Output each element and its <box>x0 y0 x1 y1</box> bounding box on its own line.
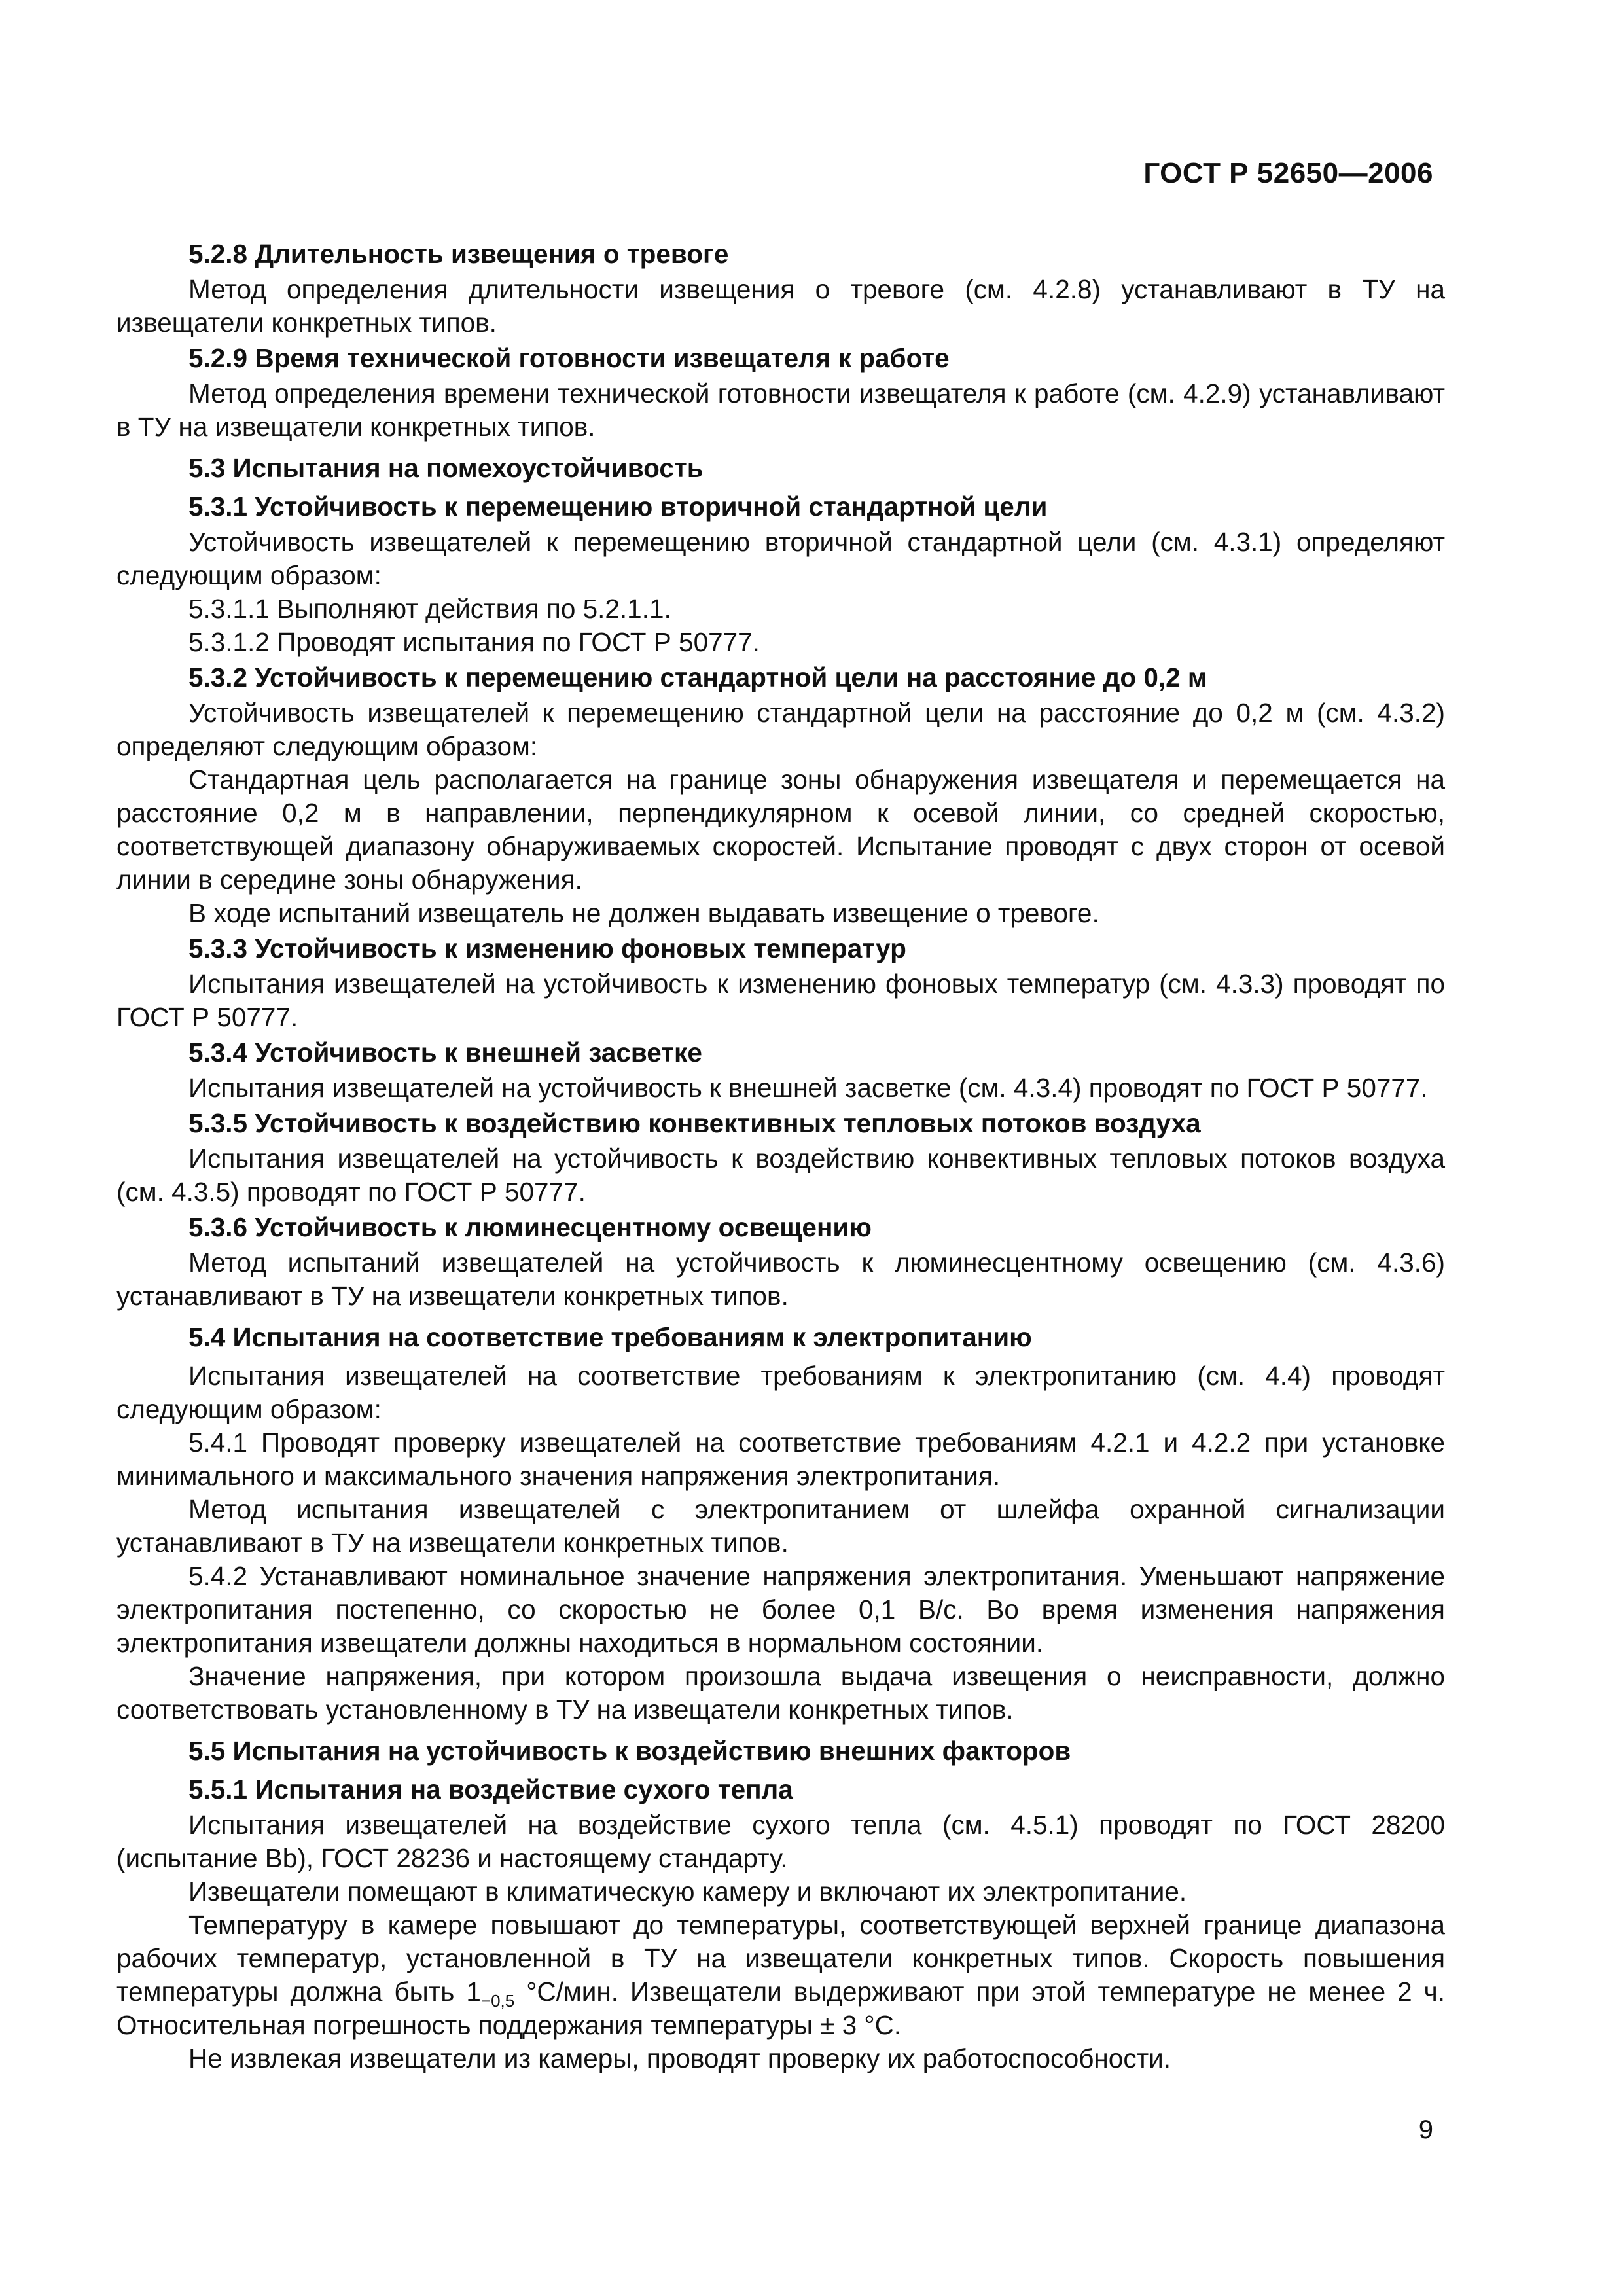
paragraph: Испытания извещателей на устойчивость к изменению фоновых температур (см. 4.3.3) проводят по ГОСТ Р 50777. <box>116 969 1445 1032</box>
paragraph: Испытания извещателей на устойчивость к внешней засветке (см. 4.3.4) проводят по ГОСТ Р 50777. <box>188 1073 1428 1103</box>
document-body <box>116 236 1445 2075</box>
subsection-heading: 5.3.6 Устойчивость к люминесцентному освещению <box>188 1212 872 1242</box>
paragraph <box>116 1909 1445 2042</box>
paragraph: Испытания извещателей на устойчивость к воздействию конвективных тепловых потоков воздуха (см. 4.3.5) проводят по ГОСТ Р 50777. <box>116 1143 1445 1207</box>
paragraph: 5.4.2 Устанавливают номинальное значение напряжения электропитания. Уменьшают напряжение электропитания постепенно, со скоростью не более 0,1 В/с. Во время изменения напряжения электропитания извещатели должны находиться в нормальном состоянии. <box>116 1561 1445 1658</box>
subsection-heading: 5.3.5 Устойчивость к воздействию конвективных тепловых потоков воздуха <box>188 1108 1201 1138</box>
paragraph: В ходе испытаний извещатель не должен выдавать извещение о тревоге. <box>188 898 1099 928</box>
paragraph: 5.3.1.2 Проводят испытания по ГОСТ Р 50777. <box>188 627 760 657</box>
subsection-heading: 5.5.1 Испытания на воздействие сухого тепла <box>188 1774 793 1804</box>
paragraph-text: Температуру в камере повышают до температуры, соответствующей верхней границе диапазона рабочих температур, установленной в ТУ на извещатели конкретных типов. Скорость повышения температуры должна быть <box>116 1910 1445 2007</box>
section-heading: 5.4 Испытания на соответствие требованиям к электропитанию <box>188 1322 1032 1352</box>
subsection-heading: 5.2.9 Время технической готовности извещателя к работе <box>188 343 950 373</box>
document-code: ГОСТ Р 52650—2006 <box>1143 157 1433 189</box>
page-number: 9 <box>1418 2115 1433 2144</box>
paragraph: Испытания извещателей на соответствие требованиям к электропитанию (см. 4.4) проводят следующим образом: <box>116 1361 1445 1424</box>
paragraph: Метод определения длительности извещения о тревоге (см. 4.2.8) устанавливают в ТУ на извещатели конкретных типов. <box>116 274 1445 338</box>
subsection-heading: 5.2.8 Длительность извещения о тревоге <box>188 239 729 269</box>
paragraph: Метод испытания извещателей с электропитанием от шлейфа охранной сигнализации устанавливают в ТУ на извещатели конкретных типов. <box>116 1494 1445 1558</box>
subsection-heading: 5.3.3 Устойчивость к изменению фоновых температур <box>188 933 906 963</box>
subsection-heading: 5.3.4 Устойчивость к внешней засветке <box>188 1037 702 1067</box>
paragraph: 5.3.1.1 Выполняют действия по 5.2.1.1. <box>188 594 671 624</box>
paragraph: Метод испытаний извещателей на устойчивость к люминесцентному освещению (см. 4.3.6) устанавливают в ТУ на извещатели конкретных типов. <box>116 1247 1445 1311</box>
paragraph: Устойчивость извещателей к перемещению стандартной цели на расстояние до 0,2 м (см. 4.3.2) определяют следующим образом: <box>116 698 1445 761</box>
section-heading: 5.3 Испытания на помехоустойчивость <box>188 453 704 483</box>
rate-tolerance: −0,5 <box>480 1991 515 2011</box>
rate-value: 1 <box>466 1977 481 2007</box>
section-heading: 5.5 Испытания на устойчивость к воздействию внешних факторов <box>188 1736 1071 1766</box>
paragraph: Устойчивость извещателей к перемещению вторичной стандартной цели (см. 4.3.1) определяют следующим образом: <box>116 527 1445 590</box>
subsection-heading: 5.3.2 Устойчивость к перемещению стандартной цели на расстояние до 0,2 м <box>188 662 1207 692</box>
paragraph: Метод определения времени технической готовности извещателя к работе (см. 4.2.9) устанавливают в ТУ на извещатели конкретных типов. <box>116 378 1445 442</box>
paragraph: Испытания извещателей на воздействие сухого тепла (см. 4.5.1) проводят по ГОСТ 28200 (испытание Bb), ГОСТ 28236 и настоящему стандарту. <box>116 1810 1445 1873</box>
paragraph-text: °С/мин. Извещатели выдерживают при этой температуре не менее 2 ч. Относительная погрешность поддержания температуры ± 3 °С. <box>116 1977 1445 2040</box>
paragraph: 5.4.1 Проводят проверку извещателей на соответствие требованиям 4.2.1 и 4.2.2 при установке минимального и максимального значения напряжения электропитания. <box>116 1427 1445 1491</box>
subsection-heading: 5.3.1 Устойчивость к перемещению вторичной стандартной цели <box>188 492 1048 522</box>
paragraph: Стандартная цель располагается на границе зоны обнаружения извещателя и перемещается на расстояние 0,2 м в направлении, перпендикулярном к осевой линии, со средней скоростью, соответствующей диапазону обнаруживаемых скоростей. Испытание проводят с двух сторон от осевой линии в середине зоны обнаружения. <box>116 764 1445 895</box>
paragraph: Не извлекая извещатели из камеры, проводят проверку их работоспособности. <box>188 2043 1171 2073</box>
paragraph: Значение напряжения, при котором произошла выдача извещения о неисправности, должно соответствовать установленному в ТУ на извещатели конкретных типов. <box>116 1661 1445 1725</box>
paragraph: Извещатели помещают в климатическую камеру и включают их электропитание. <box>188 1876 1187 1907</box>
